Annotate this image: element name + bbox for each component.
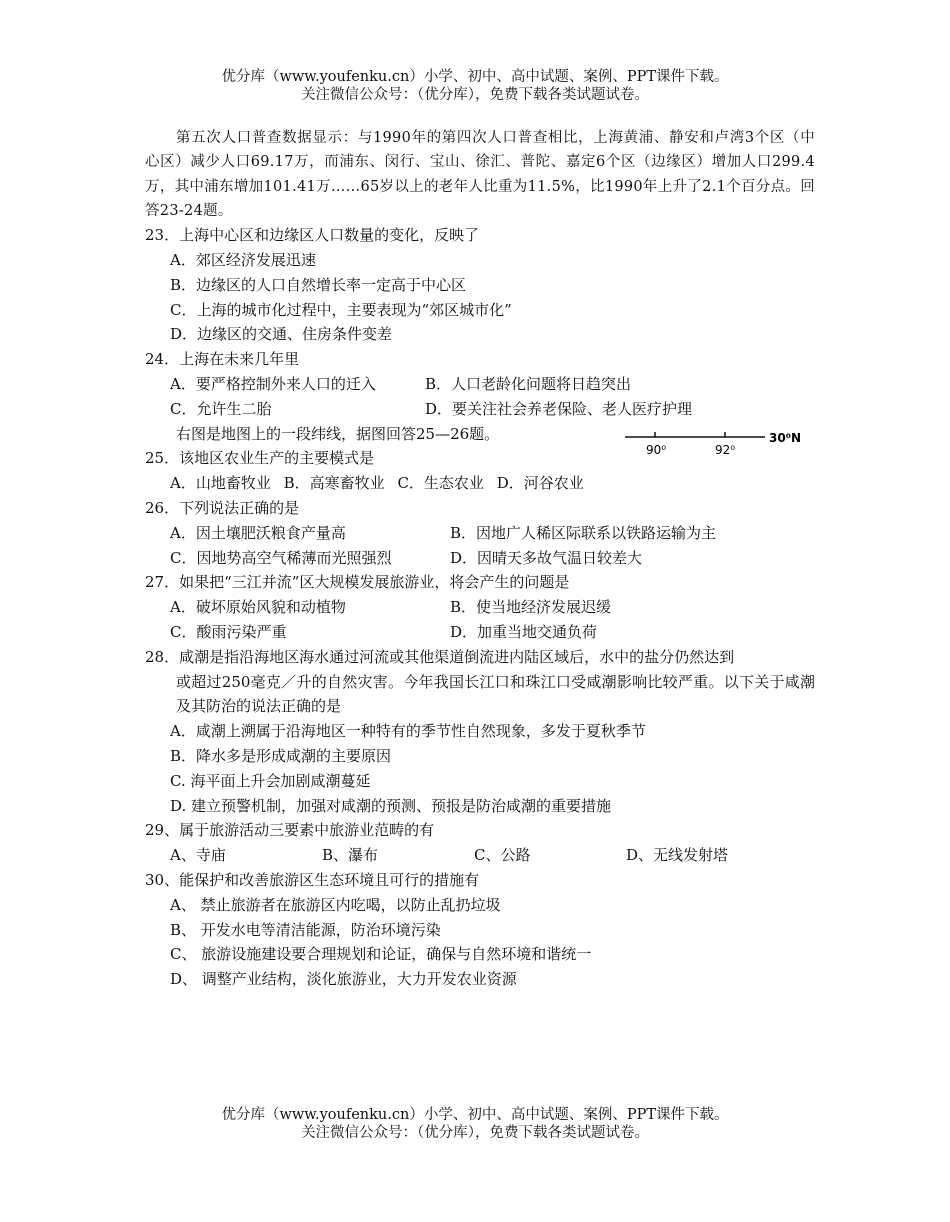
q23-option-d: D．边缘区的交通、住房条件变差 [170,325,393,344]
q23-option-b: B．边缘区的人口自然增长率一定高于中心区 [170,275,467,294]
header-line-1: 优分库（www.youfenku.cn）小学、初中、高中试题、案例、PPT课件下载。 [221,69,729,85]
q28-option-d: D. 建立预警机制，加强对咸潮的预测、预报是防治咸潮的重要措施 [170,796,612,815]
q24-option-a: A．要严格控制外来人口的迁入 [170,374,376,393]
q29-option-a: A、寺庙 [170,846,226,865]
q29-option-d: D、无线发射塔 [626,846,729,865]
q26-option-d: D．因晴天多故气温日较差大 [450,548,643,567]
map-note: 右图是地图上的一段纬线，据图回答25—26题。 [176,424,500,443]
q24-option-b: B．人口老龄化问题将日趋突出 [425,374,632,393]
footer-line-1: 优分库（www.youfenku.cn）小学、初中、高中试题、案例、PPT课件下载。 [221,1107,729,1123]
q26-options-row-1 [170,521,815,546]
q23-stem: 23．上海中心区和边缘区人口数量的变化，反映了 [145,226,480,245]
q27-options-row-1 [170,595,815,620]
footer-line-2: 关注微信公众号：（优分库），免费下载各类试题试卷。 [301,1125,649,1141]
q25-stem: 25．该地区农业生产的主要模式是 [145,449,375,468]
q30-option-b: B、 开发水电等清洁能源，防治环境污染 [170,920,441,939]
intro-passage: 第五次人口普查数据显示：与1990年的第四次人口普查相比，上海黄浦、静安和卢湾3个区（中心区）减少人口69.17万，而浦东、闵行、宝山、徐汇、普陀、嘉定6个区（边缘区）增加人口299.4万，其中浦东增加101.41万……65岁以上的老年人比重为11.5%，比1990年上升了2.1个百分点。回答23-24题。 [145,130,815,219]
q26-option-b: B．因地广人稀区际联系以铁路运输为主 [450,523,717,542]
q27-option-a: A．破坏原始风貌和动植物 [170,598,346,617]
q29-options-row [170,843,815,868]
label-92: 92⁰ [715,442,736,457]
q30-option-a: A、 禁止旅游者在旅游区内吃喝，以防止乱扔垃圾 [170,895,501,914]
q25-option-a: A．山地畜牧业 [170,474,271,493]
q28-stem-first-line: 28．咸潮是指沿海地区海水通过河流或其他渠道倒流进内陆区域后，水中的盐分仍然达到 [145,647,735,666]
q23-option-a: A．郊区经济发展迅速 [170,250,316,269]
q24-stem: 24．上海在未来几年里 [145,350,300,369]
q29-option-c: C、公路 [474,846,531,865]
q25-option-c: C．生态农业 [397,474,484,493]
q29-option-b: B、瀑布 [322,846,379,865]
q24-options-row-2 [170,397,815,422]
q26-stem: 26．下列说法正确的是 [145,498,300,517]
q23-option-c: C．上海的城市化过程中，主要表现为“郊区城市化” [170,300,512,319]
q25-option-b: B．高寒畜牧业 [283,474,385,493]
q28-stem-continued: 或超过250毫克／升的自然灾害。今年我国长江口和珠江口受咸潮影响比较严重。以下关于咸潮及其防治的说法正确的是 [176,672,815,716]
label-90: 90⁰ [646,442,667,457]
q27-option-b: B．使当地经济发展迟缓 [450,598,612,617]
q26-options-row-2 [170,546,815,571]
q30-option-d: D、 调整产业结构，淡化旅游业，大力开发农业资源 [170,970,517,989]
q27-option-c: C．酸雨污染严重 [170,622,287,641]
q27-stem: 27．如果把“三江并流”区大规模发展旅游业，将会产生的问题是 [145,573,570,592]
q28-option-c: C. 海平面上升会加剧咸潮蔓延 [170,771,371,790]
question-body [145,126,815,992]
q30-option-c: C、 旅游设施建设要合理规划和论证，确保与自然环境和谐统一 [170,945,592,964]
q27-option-d: D．加重当地交通负荷 [450,622,598,641]
q25-options [170,471,815,496]
q26-option-a: A．因土壤肥沃粮食产量高 [170,523,346,542]
q26-option-c: C．因地势高空气稀薄而光照强烈 [170,548,392,567]
page-footer [0,1106,950,1142]
header-line-2: 关注微信公众号：（优分库），免费下载各类试题试卷。 [301,87,649,103]
map-note-row [145,422,815,457]
page-header [0,68,950,104]
latitude-line-map [623,425,823,461]
q25-option-d: D．河谷农业 [496,474,584,493]
q27-options-row-2 [170,620,815,645]
q28-option-b: B．降水多是形成咸潮的主要原因 [170,746,392,765]
q30-stem: 30、能保护和改善旅游区生态环境且可行的措施有 [145,870,480,889]
q28-option-a: A．咸潮上溯属于沿海地区一种特有的季节性自然现象，多发于夏秋季节 [170,722,646,741]
q24-option-d: D．要关注社会养老保险、老人医疗护理 [425,399,693,418]
q29-stem: 29、属于旅游活动三要素中旅游业范畴的有 [145,821,435,840]
q24-options-row-1 [170,372,815,397]
q24-option-c: C．允许生二胎 [170,399,272,418]
label-30n: 30⁰N [769,430,801,445]
